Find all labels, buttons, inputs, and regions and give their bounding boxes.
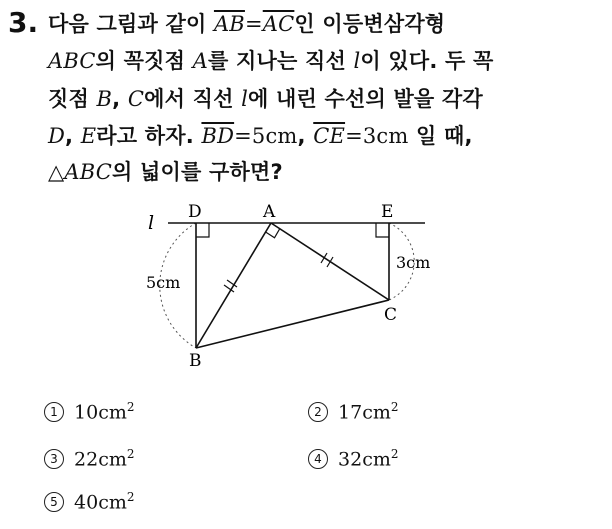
text: 짓점	[48, 87, 97, 111]
length-value: 3	[362, 124, 377, 148]
line-l: l	[353, 49, 361, 73]
choice-3[interactable]	[44, 447, 135, 470]
choice-marker: 4	[308, 449, 328, 469]
unit: cm	[376, 124, 409, 148]
comma: ,	[297, 124, 314, 148]
text: 에서 직선	[144, 87, 242, 111]
point-e: E	[80, 124, 97, 148]
text: 일 때,	[408, 124, 473, 148]
segment-bd: $\overline{BD}$	[201, 124, 235, 148]
choice-value: 10	[74, 401, 99, 424]
triangle-symbol: △	[48, 160, 65, 184]
text: 다음 그림과 같이	[48, 12, 214, 36]
text: 이 있다. 두 꼭	[360, 49, 494, 73]
choice-value: 32	[338, 448, 363, 471]
choice-unit: cm	[362, 401, 391, 424]
comma: ,	[65, 124, 81, 148]
vertex-b: B	[96, 87, 113, 111]
choice-unit: cm	[98, 401, 127, 424]
line-l: l	[241, 87, 248, 111]
segment-ce: $\overline{CE}$	[313, 124, 346, 148]
label-length-ce: 3cm	[396, 253, 431, 272]
vertex-a: A	[192, 49, 208, 73]
choice-value: 22	[74, 448, 99, 471]
choice-value: 40	[74, 491, 99, 514]
segment-ab: $\overline{AB}$	[213, 12, 245, 36]
choice-exponent: 2	[390, 400, 399, 414]
choice-exponent: 2	[390, 447, 399, 461]
equals-sign: =	[234, 124, 252, 148]
triangle-abc: ABC	[64, 160, 113, 184]
choice-exponent: 2	[126, 490, 135, 504]
choice-unit: cm	[362, 448, 391, 471]
vertex-c: C	[127, 87, 145, 111]
text: 인 이등변삼각형	[294, 12, 446, 36]
choice-marker: 5	[44, 492, 64, 512]
choice-marker: 2	[308, 402, 328, 422]
right-angle-mark-e	[376, 223, 389, 237]
segment-ab	[196, 223, 271, 348]
choice-unit: cm	[98, 448, 127, 471]
length-value: 5	[251, 124, 266, 148]
choice-exponent: 2	[126, 447, 135, 461]
choice-5[interactable]	[44, 490, 135, 513]
choice-value: 17	[338, 401, 363, 424]
segment-bc	[196, 300, 389, 348]
equals-sign: =	[244, 12, 263, 36]
equals-sign: =	[345, 124, 363, 148]
segment-ac: $\overline{AC}$	[262, 12, 295, 36]
text: 의 넓이를 구하면?	[112, 160, 283, 184]
right-angle-mark-d	[196, 223, 209, 237]
text: 에 내린 수선의 발을 각각	[248, 87, 483, 111]
text: 라고 하자.	[96, 124, 202, 148]
choice-1[interactable]	[44, 400, 135, 423]
choice-2[interactable]	[308, 400, 399, 423]
unit: cm	[265, 124, 298, 148]
text: 의 꼭짓점	[95, 49, 193, 73]
choice-unit: cm	[98, 491, 127, 514]
label-l: l	[148, 212, 155, 234]
label-d: D	[188, 202, 202, 222]
choice-marker: 3	[44, 449, 64, 469]
triangle-abc: ABC	[48, 49, 96, 73]
label-a: A	[263, 202, 276, 222]
choice-4[interactable]	[308, 447, 399, 470]
point-d: D	[48, 124, 66, 148]
choice-marker: 1	[44, 402, 64, 422]
label-e: E	[381, 202, 394, 222]
choice-exponent: 2	[126, 400, 135, 414]
text: 를 지나는 직선	[208, 49, 354, 73]
label-length-bd: 5cm	[146, 273, 181, 292]
label-c: C	[384, 305, 398, 325]
question-number: 3.	[8, 6, 39, 39]
comma: ,	[112, 87, 128, 111]
label-b: B	[189, 351, 202, 371]
